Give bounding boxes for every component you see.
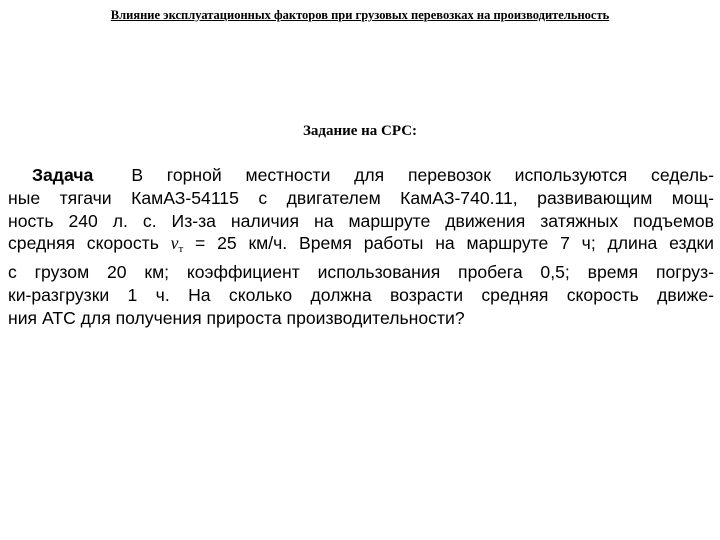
- speed-variable-subscript: т: [178, 243, 184, 256]
- task-line-2: ные тягачи КамАЗ-54115 с двигателем КамАЗ-740.11, развивающим мощ-: [8, 187, 714, 208]
- speed-variable: v: [170, 233, 179, 254]
- slide-title: Влияние эксплуатационных факторов при грузовых перевозках на производительность: [110, 8, 610, 22]
- task-line-4: [8, 232, 714, 261]
- task-line-4-pre: средняя скорость: [8, 233, 171, 254]
- task-line-4-post: = 25 км/ч. Время работы на маршруте 7 ч; длина ездки: [183, 233, 714, 254]
- task-line-6: ки-разгрузки 1 ч. На сколько должна возрасти средняя скорость движе-: [8, 284, 714, 305]
- task-line-1-text: В горной местности для перевозок используются седель-: [131, 165, 714, 185]
- assignment-heading: Задание на СРС:: [302, 123, 418, 139]
- task-line-7: ния АТС для получения прироста производительности?: [8, 307, 465, 328]
- task-label: Задача: [32, 165, 94, 185]
- task-line-1: [8, 164, 714, 187]
- task-text: [8, 164, 714, 330]
- task-line-5: с грузом 20 км; коэффициент использования пробега 0,5; время погруз-: [8, 262, 714, 283]
- task-line-3: ность 240 л. с. Из-за наличия на маршруте движения затяжных подъемов: [8, 210, 714, 231]
